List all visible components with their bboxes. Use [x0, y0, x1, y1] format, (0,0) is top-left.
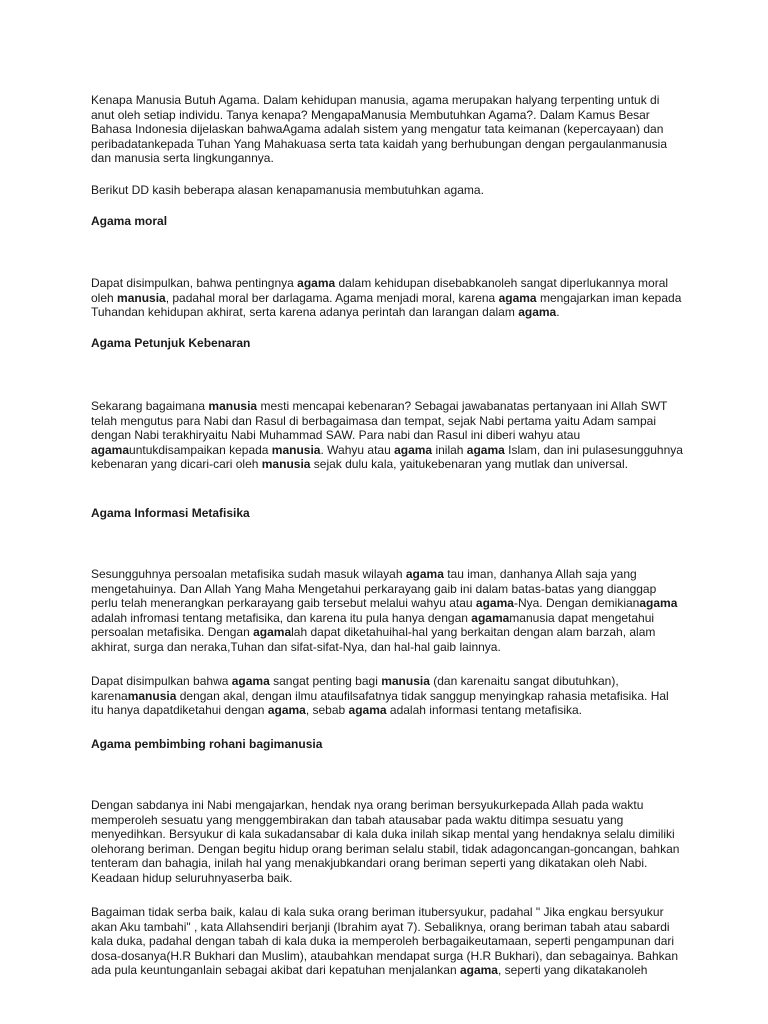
heading-agama-informasi-metafisika: Agama Informasi Metafisika: [91, 506, 250, 520]
keyword-agama: agama: [518, 305, 557, 320]
intro-reasons-paragraph: Berikut DD kasih beberapa alasan kenapamanusia membutuhkan agama.: [91, 183, 484, 197]
keyword-agama: agama: [639, 596, 678, 611]
keyword-agama: agama: [231, 674, 270, 688]
keyword-manusia: manusia: [271, 442, 321, 457]
keyword-manusia: manusia: [117, 290, 166, 305]
keyword-agama: agama: [394, 442, 433, 457]
kebenaran-paragraph: Sekarang bagaimana manusia mesti mencapai kebenaran? Sebagai jawabanatas pertanyaan ini Allah SWT telah mengutus para Nabi dan Rasul di berbagaimasa dan tempat, sejak Nabi pertama yaitu Adam sampai dengan Nabi terakhiryaitu Nabi Muhammad SAW. Para nabi dan Rasul ini diberi wahyu atau agamauntukdisampaikan kepada manusia. Wahyu atau agama inilah agama Islam, dan ini pulasesungguhnya kebenaran yang dicari-cari oleh manusia sejak dulu kala, yaitukebenaran yang mutlak dan universal.: [91, 399, 683, 472]
heading-agama-petunjuk-kebenaran: Agama Petunjuk Kebenaran: [91, 336, 251, 350]
keyword-agama: agama: [466, 442, 505, 457]
metafisika-paragraph-2: Dapat disimpulkan bahwa agama sangat penting bagi manusia (dan karenaitu sangat dibutuhkan), karenamanusia dengan akal, dengan ilmu ataufilsafatnya tidak sanggup menyingkap rahasia metafisika. Hal itu hanya dapatdiketahui dengan agama, sebab agama adalah informasi tentang metafisika.: [91, 674, 669, 718]
keyword-agama: agama: [405, 567, 444, 581]
keyword-manusia: manusia: [261, 457, 311, 472]
rohani-paragraph-1: Dengan sabdanya ini Nabi mengajarkan, hendak nya orang beriman bersyukurkepada Allah pada waktu memperoleh sesuatu yang menggembirakan dan tabah atausabar pada waktu ditimpa sesuatu yang menyedihkan. Bersyukur di kala sukadansabar di kala duka inilah sikap mental yang hendaknya selalu dimiliki olehorang beriman. Dengan begitu hidup orang beriman selalu stabil, tidak adagoncangan-goncangan, bahkan tenteram dan bahagia, inilah hal yang menakjubkandari orang beriman seperti yang dikatakan oleh Nabi. Keadaan hidup seluruhnyaserba baik.: [91, 798, 680, 885]
keyword-manusia: manusia: [208, 399, 258, 413]
keyword-agama: agama: [459, 963, 498, 978]
keyword-agama: agama: [267, 703, 306, 718]
keyword-agama: agama: [91, 442, 130, 457]
rohani-paragraph-2: Bagaiman tidak serba baik, kalau di kala suka orang beriman itubersyukur, padahal " Jika engkau bersyukur akan Aku tambahi" , kata Allahsendiri berjanji (Ibrahim ayat 7). Sebaliknya, orang beriman tabah atau sabardi kala duka, padahal dengan tabah di kala duka ia memperoleh berbagaikeutamaan, seperti pengampunan dari dosa-dosanya(H.R Bukhari dan Muslim), ataubahkan mendapat surga (H.R Bukhari), dan sebagainya. Bahkan ada pula keuntunganlain sebagai akibat dari kepatuhan menjalankan agama, seperti yang dikatakanoleh: [91, 905, 678, 978]
keyword-agama: agama: [498, 290, 537, 305]
keyword-manusia: manusia: [381, 674, 430, 688]
metafisika-paragraph-1: Sesungguhnya persoalan metafisika sudah masuk wilayah agama tau iman, danhanya Allah saja yang mengetahuinya. Dan Allah Yang Maha Mengetahui perkarayang gaib ini dalam batas-batas yang dianggap perlu telah menerangkan perkarayang gaib tersebut melalui wahyu atau agama-Nya. Dengan demikianagama adalah infromasi tentang metafisika, dan karena itu pula hanya dengan agamamanusia dapat mengetahui persoalan metafisika. Dengan agamalah dapat diketahuihal-hal yang berkaitan dengan alam barzah, alam akhirat, surga dan neraka,Tuhan dan sifat-sifat-Nya, dan hal-hal gaib lainnya.: [91, 567, 678, 654]
keyword-agama: agama: [253, 625, 292, 640]
keyword-agama: agama: [348, 703, 387, 718]
heading-agama-pembimbing-rohani: Agama pembimbing rohani bagimanusia: [91, 737, 323, 751]
keyword-manusia: manusia: [127, 688, 177, 703]
intro-paragraph: Kenapa Manusia Butuh Agama. Dalam kehidupan manusia, agama merupakan halyang terpenting untuk di anut oleh setiap individu. Tanya kenapa? MengapaManusia Membutuhkan Agama?. Dalam Kamus Besar Bahasa Indonesia dijelaskan bahwaAgama adalah sistem yang mengatur tata keimanan (kepercayaan) dan peribadatankepada Tuhan Yang Mahakuasa serta tata kaidah yang berhubungan dengan pergaulanmanusia dan manusia serta lingkungannya.: [91, 93, 668, 166]
moral-paragraph: Dapat disimpulkan, bahwa pentingnya agama dalam kehidupan disebabkanoleh sangat diperlukannya moral oleh manusia, padahal moral ber darlagama. Agama menjadi moral, karena agama mengajarkan iman kepada Tuhandan kehidupan akhirat, serta karena adanya perintah dan larangan dalam agama.: [91, 276, 682, 320]
keyword-agama: agama: [297, 276, 336, 290]
keyword-agama: agama: [471, 610, 510, 625]
heading-agama-moral: Agama moral: [91, 214, 168, 228]
keyword-agama: agama: [475, 596, 514, 611]
